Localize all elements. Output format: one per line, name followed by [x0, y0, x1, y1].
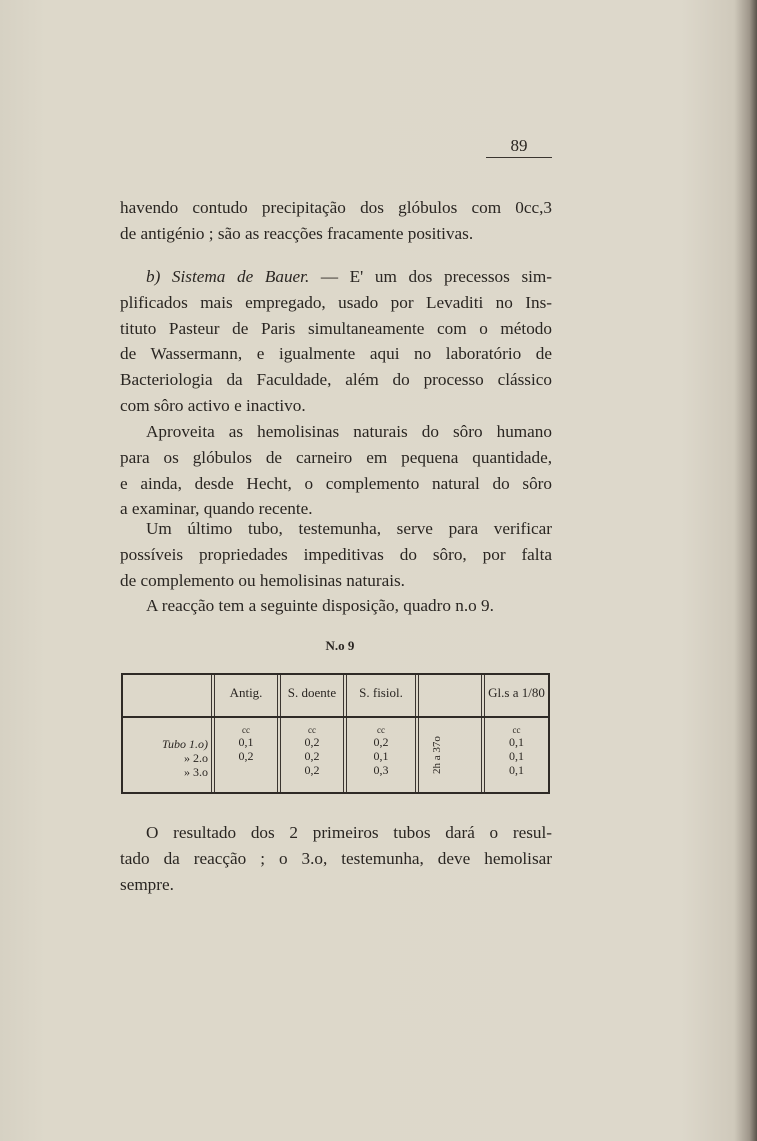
paragraph-4 — [120, 516, 552, 593]
text-line: para os glóbulos de carneiro em pequena quantidade, — [120, 447, 552, 467]
text-line: de complemento ou hemolisinas naturais. — [120, 570, 405, 590]
text-line: tituto Pasteur de Paris simultaneamente com o método — [120, 318, 552, 338]
text-line: Aproveita as hemolisinas naturais do sôro humano — [146, 422, 552, 441]
paragraph-3 — [120, 419, 552, 522]
paragraph-1 — [120, 195, 552, 247]
header-s-doente: S. doente — [287, 685, 337, 700]
text-line: de Wassermann, e igualmente aqui no laboratório de — [120, 344, 552, 364]
text-line: plificados mais empregado, usado por Levaditi no Ins- — [120, 292, 552, 312]
cell-s-doente: cc 0,2 0,2 0,2 — [304, 725, 320, 777]
row-label: Tubo 1.o) — [161, 737, 208, 751]
text-line: com sôro activo e inactivo. — [120, 395, 306, 415]
reaction-table — [121, 673, 550, 794]
text-line: de antigénio ; são as reacções fracamente positivas. — [120, 223, 474, 243]
header-s-fisiol: S. fisiol. — [359, 685, 403, 700]
text-line: a examinar, quando recente. — [120, 499, 313, 519]
text-line: A reacção tem a seguinte disposição, quadro n.o 9. — [146, 596, 494, 615]
paragraph-6 — [120, 820, 552, 897]
cell-gls: cc 0,1 0,1 0,1 — [509, 725, 524, 777]
text-line: tado da reacção ; o 3.o, testemunha, deve hemolisar — [120, 848, 552, 868]
row-label: » 3.o — [184, 765, 208, 779]
text-line: Bacteriologia da Faculdade, além do processo clássico — [120, 370, 552, 390]
header-antig: Antig. — [229, 685, 263, 700]
text-line: O resultado dos 2 primeiros tubos dará o resul- — [146, 823, 552, 842]
incubation-note: 2h a 37o — [431, 736, 443, 774]
paragraph-2 — [120, 264, 552, 419]
cell-antig: cc 0,1 0,2 — [238, 725, 254, 763]
header-divider — [123, 716, 548, 718]
text-line: b) Sistema de Bauer. — E' um dos precessos sim- — [146, 267, 553, 286]
text-line: havendo contudo precipitação dos glóbulos com 0cc,3 — [120, 198, 552, 217]
text-line: Um último tubo, testemunha, serve para verificar — [146, 519, 552, 538]
section-heading: b) Sistema de Bauer. — [146, 267, 310, 286]
header-gls: Gl.s a 1/80 — [488, 685, 545, 700]
text-line: sempre. — [120, 874, 174, 894]
cell-s-fisiol: cc 0,2 0,1 0,3 — [373, 725, 389, 777]
text-line: possíveis propriedades impeditivas do sôro, por falta — [120, 544, 552, 564]
paragraph-5 — [120, 593, 552, 619]
text-line: e ainda, desde Hecht, o complemento natural do sôro — [120, 473, 552, 493]
row-label: » 2.o — [184, 751, 208, 765]
table-label: N.o 9 — [325, 638, 355, 653]
page-number: 89 — [486, 136, 552, 158]
